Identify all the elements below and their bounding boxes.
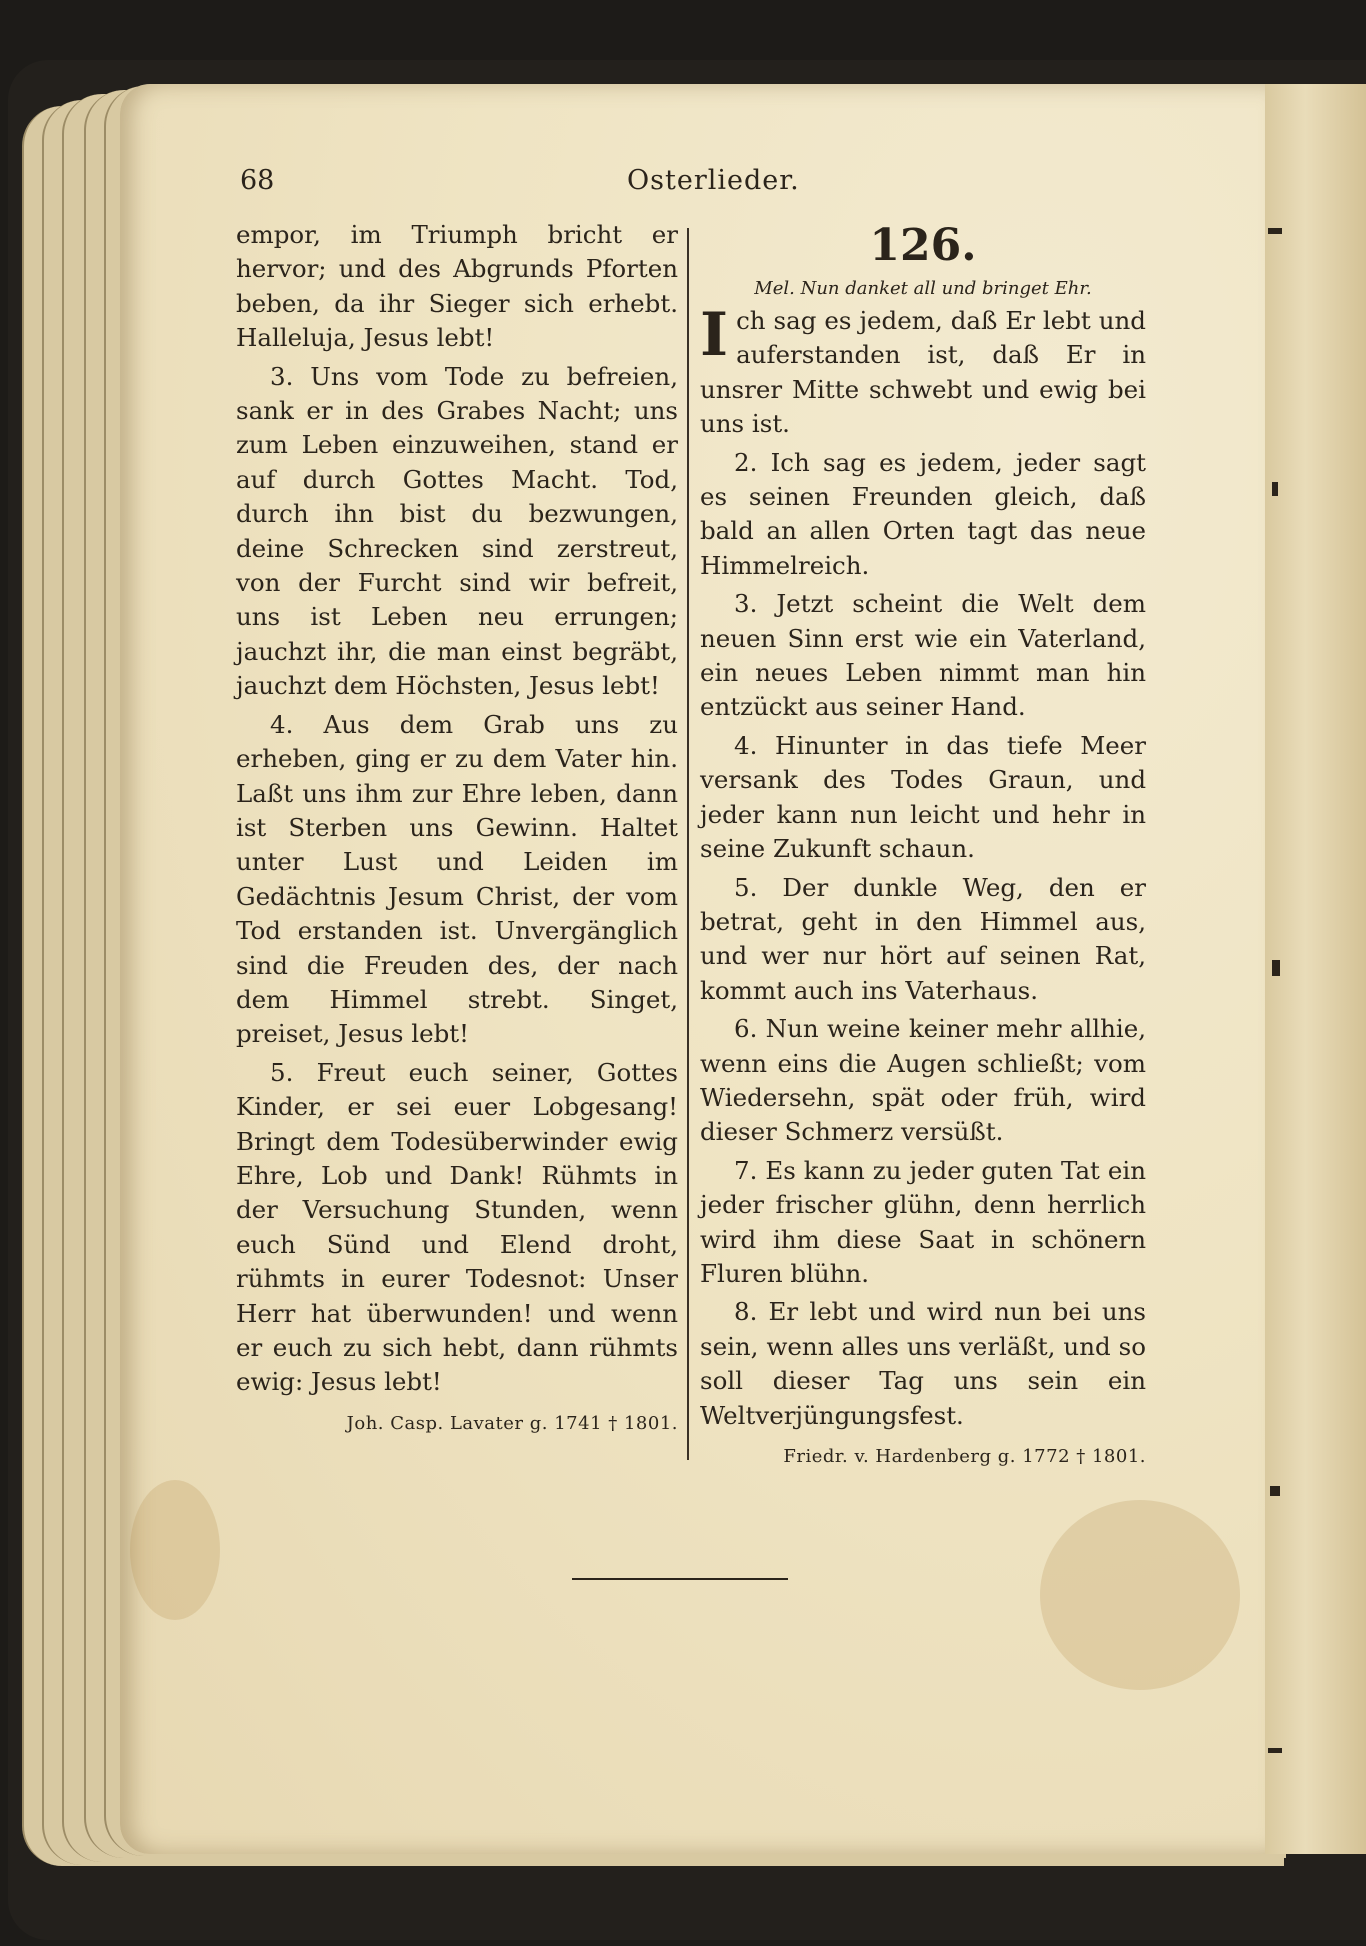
column-divider xyxy=(687,228,689,1460)
margin-mark xyxy=(1268,1748,1282,1753)
stanza: 5. Freut euch seiner, Gottes Kinder, er sei euer Lobgesang! Bringt dem Todesüberwinder ewig Ehre, Lob und Dank! Rühmts in der Versuchung Stunden, wenn euch Sünd und Elend droht, rühmts in eurer Todesnot: Unser Herr hat überwunden! und wenn er euch zu sich hebt, dann rühmts ewig: Jesus lebt! xyxy=(236,1057,678,1397)
paper-stain xyxy=(1040,1500,1240,1690)
end-rule xyxy=(572,1578,788,1580)
stanza: 6. Nun weine keiner mehr allhie, wenn eins die Augen schließt; vom Wiedersehn, spät oder früh, wird dieser Schmerz versüßt. xyxy=(700,1014,1146,1147)
stanza: 5. Der dunkle Weg, den er betrat, geht in den Himmel aus, und wer nur hört auf seinen Rat, kommt auch ins Vaterhaus. xyxy=(700,872,1146,1005)
margin-mark xyxy=(1268,228,1282,234)
drop-cap: I xyxy=(700,300,729,370)
stanza-first xyxy=(700,300,1146,442)
margin-mark xyxy=(1272,482,1278,496)
page-number: 68 xyxy=(240,165,275,196)
author-attribution: Joh. Casp. Lavater g. 1741 † 1801. xyxy=(346,1412,678,1434)
stanza: 3. Jetzt scheint die Welt dem neuen Sinn erst wie ein Vaterland, ein neues Leben nimmt man hin entzückt aus seiner Hand. xyxy=(700,589,1146,722)
margin-mark xyxy=(1270,1486,1280,1496)
left-column xyxy=(236,218,678,1438)
author-attribution: Friedr. v. Hardenberg g. 1772 † 1801. xyxy=(783,1446,1146,1467)
hymn-number: 126. xyxy=(869,220,977,271)
right-column xyxy=(700,218,1146,1471)
facing-page-edge xyxy=(1265,84,1366,1854)
stanza: 3. Uns vom Tode zu befreien, sank er in des Grabes Nacht; uns zum Leben einzuweihen, stand er auf durch Gottes Macht. Tod, durch ihn bist du bezwungen, deine Schrecken sind zerstreut, von der Furcht sind wir befreit, uns ist Leben neu errungen; jauchzt ihr, die man einst begräbt, jauchzt dem Höchsten, Jesus lebt! xyxy=(236,361,678,701)
stanza: 8. Er lebt und wird nun bei uns sein, wenn alles uns verläßt, und so soll dieser Tag uns sein ein Weltverjüngungsfest. xyxy=(700,1297,1146,1430)
running-head xyxy=(0,165,1366,205)
stanza: 7. Es kann zu jeder guten Tat ein jeder frischer glühn, denn herrlich wird ihm diese Saat in schönern Fluren blühn. xyxy=(700,1155,1146,1288)
running-title: Osterlieder. xyxy=(627,165,800,196)
stanza: 4. Aus dem Grab uns zu erheben, ging er zu dem Vater hin. Laßt uns ihm zur Ehre leben, dann ist Sterben uns Gewinn. Haltet unter Lust und Leiden im Gedächtnis Jesum Christ, der vom Tod erstanden ist. Unvergänglich sind die Freuden des, der nach dem Himmel strebt. Singet, preiset, Jesus lebt! xyxy=(236,709,678,1049)
continuation-text: empor, im Triumph bricht er hervor; und des Abgrunds Pforten beben, da ihr Sieger sich erhebt. Halleluja, Jesus lebt! xyxy=(236,220,678,353)
paper-stain xyxy=(130,1480,220,1620)
melody-line: Mel. Nun danket all und bringet Ehr. xyxy=(754,278,1092,299)
margin-mark xyxy=(1272,960,1280,976)
stanza: 2. Ich sag es jedem, jeder sagt es seinen Freunden gleich, daß bald an allen Orten tagt das neue Himmelreich. xyxy=(700,447,1146,580)
stanza-text: ch sag es jedem, daß Er lebt und auferstanden ist, daß Er in unsrer Mitte schwebt und ewig bei uns ist. xyxy=(700,306,1146,439)
stanza: 4. Hinunter in das tiefe Meer versank des Todes Graun, und jeder kann nun leicht und hehr in seine Zukunft schaun. xyxy=(700,730,1146,864)
